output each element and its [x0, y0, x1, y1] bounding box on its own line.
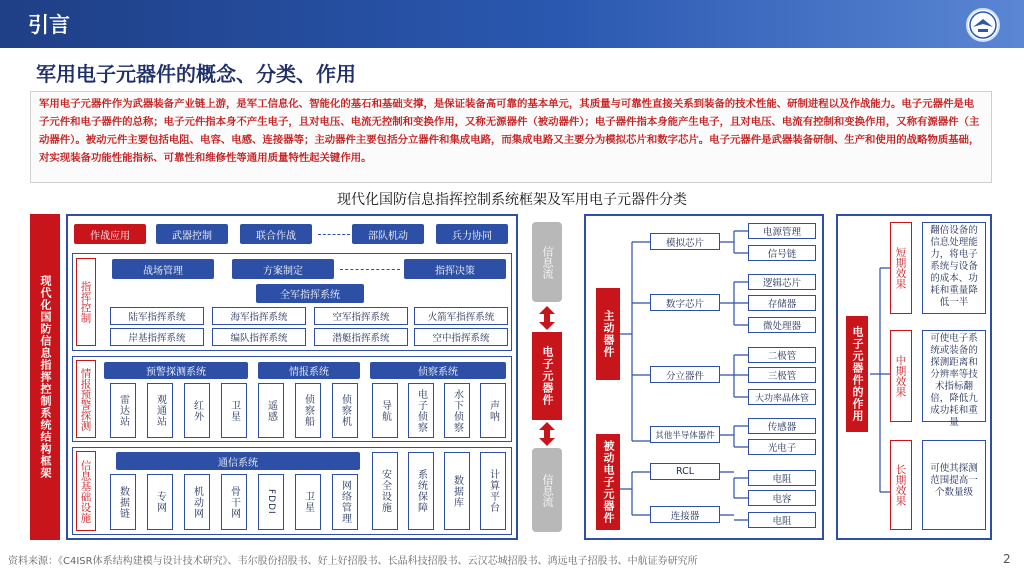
- infra-item: FDDI: [258, 474, 284, 530]
- combat-app-button: 作战应用: [74, 224, 146, 244]
- page-number: 2: [1003, 552, 1011, 566]
- command-decision: 指挥决策: [404, 259, 506, 279]
- source-footnote: 资料来源：《C4ISR体系结构建模与设计技术研究》、韦尔股份招股书、好上好招股书、长晶科技招股书、云汉芯城招股书、鸿远电子招股书、中航证券研究所: [8, 556, 698, 567]
- leaf-resistor: 电阻: [748, 470, 816, 486]
- infra-item: 数据库: [444, 452, 470, 530]
- effect-text: 可使电子系统或装备的探测距离和分辨率等技术指标翻倍，降低九成功耗和重量: [922, 330, 986, 422]
- weapon-control-button: 武器控制: [156, 224, 228, 244]
- intel-item: 红外: [184, 383, 210, 438]
- passive-device-label: 被动电子元器件: [596, 434, 620, 530]
- effect-term: 中期效果: [890, 330, 912, 422]
- infra-item: 安全设施: [372, 452, 398, 530]
- infra-item: 网络管理: [332, 474, 358, 530]
- battlefield-mgmt: 战场管理: [112, 259, 214, 279]
- intel-item: 卫星: [221, 383, 247, 438]
- leaf-power-transistor: 大功率晶体管: [748, 389, 816, 405]
- fleet-command: 编队指挥系统: [212, 328, 306, 346]
- header-bar: [0, 0, 1024, 48]
- infra-item: 卫星: [295, 474, 321, 530]
- infra-item: 专网: [147, 474, 173, 530]
- all-army-command: 全军指挥系统: [256, 284, 364, 303]
- dash-connector: [340, 269, 400, 270]
- leaf-capacitor: 电容: [748, 490, 816, 506]
- core-components-label: 电子元器件: [532, 332, 562, 420]
- infra-label: 信息基础设施: [76, 451, 96, 531]
- dash-connector: [318, 234, 350, 235]
- air-command: 空中指挥系统: [414, 328, 508, 346]
- intel-label: 情报预警探测: [76, 360, 96, 438]
- infra-item: 骨干网: [221, 474, 247, 530]
- intel-item: 导航: [372, 383, 398, 438]
- intel-item: 侦察船: [295, 383, 321, 438]
- shore-command: 岸基指挥系统: [110, 328, 204, 346]
- connector: 连接器: [650, 506, 720, 523]
- navy-command: 海军指挥系统: [212, 307, 306, 325]
- infra-item: 机动网: [184, 474, 210, 530]
- framework-label: 现代化国防信息指挥控制系统结构框架: [30, 214, 60, 540]
- army-command: 陆军指挥系统: [110, 307, 204, 325]
- effect-text: 翻倍设备的信息处理能力，将电子系统与设备的成本、功耗和重量降低一半: [922, 222, 986, 314]
- active-device-label: 主动器件: [596, 288, 620, 380]
- leaf-signal-chain: 信号链: [748, 245, 816, 261]
- leaf-sensor: 传感器: [748, 418, 816, 434]
- info-flow-bottom: 信息流: [532, 448, 562, 532]
- leaf-triode: 三极管: [748, 367, 816, 383]
- joint-ops-button: 联合作战: [240, 224, 312, 244]
- intel-item: 观通站: [147, 383, 173, 438]
- intel-item: 声呐: [480, 383, 506, 438]
- leaf-resistor-2: 电阻: [748, 512, 816, 528]
- leaf-optoelectronics: 光电子: [748, 439, 816, 455]
- intel-item: 水下侦察: [444, 383, 470, 438]
- effect-term: 长期效果: [890, 440, 912, 530]
- double-arrow-icon: [537, 306, 557, 330]
- infra-item: 系统保障: [408, 452, 434, 530]
- leaf-power-mgmt: 电源管理: [748, 223, 816, 239]
- leaf-diode: 二极管: [748, 347, 816, 363]
- effect-text: 可使其探测范围提高一个数量级: [922, 440, 986, 530]
- plan-making: 方案制定: [232, 259, 334, 279]
- command-label: 指挥控制: [76, 258, 96, 346]
- intro-paragraph: 军用电子元器件作为武器装备产业链上游，是军工信息化、智能化的基石和基础支撑，是保证装备高可靠的基本单元，其质量与可靠性直接关系到装备的技术性能、研制进程以及作战能力。电子元器件是电子元件和电子器件的总称；电子元件指本身不产生电子，且对电压、电流无控制和变换作用，又称无源器件（被动器件）；电子器件指本身能产生电子，且对电压、电流有控制和变换作用，又称有源器件（主动器件）。被动元件主要包括电阻、电容、电感、连接器等；主动器件主要包括分立器件和集成电路，而集成电路又主要分为模拟芯片和数字芯片。电子元器件是武器装备研制、生产和使用的战略物质基础，对实现装备功能性能指标、可靠性和维修性等通用质量特性起关键作用。: [30, 91, 992, 183]
- leaf-microprocessor: 微处理器: [748, 317, 816, 333]
- double-arrow-icon: [537, 422, 557, 446]
- avic-logo-icon: [966, 8, 1000, 42]
- comm-system: 通信系统: [116, 452, 360, 470]
- page-title: 军用电子元器件的概念、分类、作用: [36, 62, 356, 86]
- force-coord-button: 兵力协同: [436, 224, 508, 244]
- mobility-button: 部队机动: [352, 224, 424, 244]
- infra-item: 计算平台: [480, 452, 506, 530]
- leaf-logic-chip: 逻辑芯片: [748, 274, 816, 290]
- leaf-memory: 存储器: [748, 295, 816, 311]
- section-title: 引言: [28, 13, 70, 37]
- intel-item: 电子侦察: [408, 383, 434, 438]
- info-flow-top: 信息流: [532, 222, 562, 302]
- early-warning-system: 预警探测系统: [104, 362, 248, 379]
- analog-chip: 模拟芯片: [650, 233, 720, 250]
- intel-item: 遥感: [258, 383, 284, 438]
- submarine-command: 潜艇指挥系统: [314, 328, 408, 346]
- recon-system: 侦察系统: [370, 362, 506, 379]
- intelligence-system: 情报系统: [258, 362, 360, 379]
- effect-term: 短期效果: [890, 222, 912, 314]
- airforce-command: 空军指挥系统: [314, 307, 408, 325]
- digital-chip: 数字芯片: [650, 294, 720, 311]
- infra-item: 数据链: [110, 474, 136, 530]
- rcl: RCL: [650, 463, 720, 480]
- intel-item: 侦察机: [332, 383, 358, 438]
- rocket-command: 火箭军指挥系统: [414, 307, 508, 325]
- discrete-device: 分立器件: [650, 366, 720, 383]
- intel-item: 雷达站: [110, 383, 136, 438]
- other-semiconductor: 其他半导体器件: [650, 426, 720, 443]
- diagram-title: 现代化国防信息指挥控制系统框架及军用电子元器件分类: [337, 192, 687, 208]
- effects-label: 电子元器件的作用: [846, 316, 868, 432]
